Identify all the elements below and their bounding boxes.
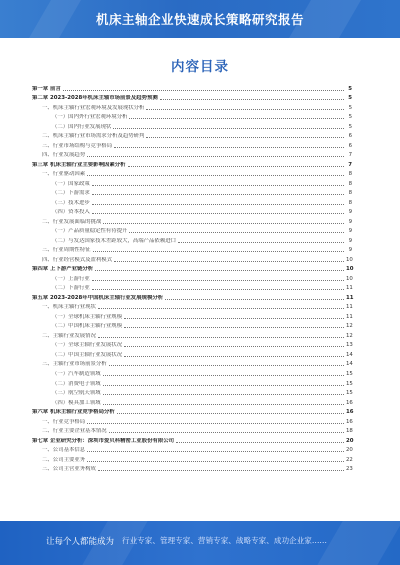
toc-leader-dots bbox=[87, 450, 344, 452]
toc-leader-dots bbox=[114, 146, 344, 148]
toc-entry[interactable] bbox=[32, 396, 352, 406]
toc-entry-text: （二）下游需求 bbox=[52, 190, 90, 197]
toc-entry[interactable] bbox=[32, 358, 352, 368]
footer-tagline: 行业专家、管理专家、营销专家、战略专家、成功企业家…… bbox=[122, 536, 328, 545]
toc-page-number: 8 bbox=[348, 171, 352, 178]
toc-heading: 内容目录 bbox=[171, 59, 229, 75]
toc-entry-text: 三、行业市场结构与竞争格局 bbox=[42, 142, 113, 149]
toc-leader-dots bbox=[92, 184, 344, 186]
toc-entry-text: 第七章 企业研究分析：深圳市爱贝科精密工业股份有限公司 bbox=[32, 437, 175, 444]
toc-entry-text: （一）国内外行业宏观环境分析 bbox=[52, 114, 128, 121]
toc-page-number: 14 bbox=[346, 351, 353, 358]
toc-entry[interactable] bbox=[32, 244, 352, 254]
toc-page-number: 10 bbox=[346, 266, 354, 273]
toc-leader-dots bbox=[160, 98, 344, 100]
toc-leader-dots bbox=[113, 127, 344, 129]
toc-leader-dots bbox=[176, 441, 344, 443]
toc-entry[interactable] bbox=[32, 225, 352, 235]
toc-entry[interactable] bbox=[32, 101, 352, 111]
toc-page-number: 5 bbox=[348, 95, 352, 102]
toc-leader-dots bbox=[124, 317, 344, 319]
toc-entry[interactable] bbox=[32, 377, 352, 387]
toc-leader-dots bbox=[63, 89, 344, 91]
toc-leader-dots bbox=[129, 231, 344, 233]
footer-slogan: 让每个人都能成为 bbox=[46, 537, 115, 547]
toc-page-number: 9 bbox=[348, 228, 352, 235]
document-title: 机床主轴企业快速成长策略研究报告 bbox=[95, 12, 304, 27]
toc-page-number: 16 bbox=[346, 418, 353, 425]
toc-entry[interactable] bbox=[32, 291, 352, 301]
toc-page-number: 15 bbox=[346, 380, 353, 387]
toc-entry[interactable] bbox=[32, 206, 352, 216]
toc-page-number: 5 bbox=[348, 85, 352, 92]
toc-entry-text: 一、机床主轴行业现状 bbox=[42, 304, 96, 311]
toc-page-number: 16 bbox=[346, 409, 354, 416]
table-of-contents bbox=[32, 82, 352, 472]
toc-entry[interactable] bbox=[32, 282, 352, 292]
toc-leader-dots bbox=[87, 422, 344, 424]
toc-leader-dots bbox=[117, 412, 344, 414]
toc-entry-text: 二、公司主要业务 bbox=[42, 456, 86, 463]
toc-leader-dots bbox=[124, 355, 344, 357]
toc-leader-dots bbox=[87, 155, 344, 157]
toc-entry-text: （三）技术进步 bbox=[52, 199, 90, 206]
toc-entry-text: （一）汽车制造领域 bbox=[52, 370, 101, 377]
toc-entry[interactable] bbox=[32, 453, 352, 463]
toc-entry-text: 一、行业竞争格局 bbox=[42, 418, 86, 425]
toc-entry[interactable] bbox=[32, 434, 352, 444]
toc-entry[interactable] bbox=[32, 339, 352, 349]
toc-page-number: 5 bbox=[348, 114, 352, 121]
toc-entry[interactable] bbox=[32, 310, 352, 320]
toc-entry[interactable] bbox=[32, 425, 352, 435]
toc-entry-text: 第三章 机床主轴行业主要影响因素分析 bbox=[32, 161, 126, 168]
toc-entry[interactable] bbox=[32, 130, 352, 140]
toc-page-number: 15 bbox=[346, 390, 353, 397]
toc-leader-dots bbox=[92, 193, 344, 195]
toc-entry[interactable] bbox=[32, 348, 352, 358]
toc-page-number: 20 bbox=[346, 447, 353, 454]
toc-page-number: 9 bbox=[348, 218, 352, 225]
toc-entry[interactable] bbox=[32, 120, 352, 130]
toc-entry-text: 第五章 2023-2028年中国机床主轴行业发展规模分析 bbox=[32, 294, 164, 301]
toc-entry[interactable] bbox=[32, 187, 352, 197]
toc-page-number: 8 bbox=[348, 190, 352, 197]
toc-entry-text: 二、机床主轴行业市场需求分析及趋势研判 bbox=[42, 133, 145, 140]
toc-page-number: 11 bbox=[346, 304, 353, 311]
toc-leader-dots bbox=[114, 260, 344, 262]
toc-entry[interactable] bbox=[32, 215, 352, 225]
toc-entry-text: 第一章 前言 bbox=[32, 85, 61, 92]
toc-leader-dots bbox=[98, 469, 344, 471]
toc-leader-dots bbox=[103, 374, 344, 376]
toc-entry-text: 四、行业经营模式及盈利模式 bbox=[42, 256, 113, 263]
toc-entry[interactable] bbox=[32, 158, 352, 168]
toc-entry-text: （二）与发达国家技术差距较大，高端产品依赖进口 bbox=[52, 237, 176, 244]
toc-entry[interactable] bbox=[32, 415, 352, 425]
toc-entry-text: （一）产品质量稳定性有待提升 bbox=[52, 228, 128, 235]
toc-page-number: 7 bbox=[348, 152, 352, 159]
toc-entry-text: （四）模具加工领域 bbox=[52, 399, 101, 406]
toc-page-number: 8 bbox=[348, 199, 352, 206]
toc-entry[interactable] bbox=[32, 92, 352, 102]
toc-leader-dots bbox=[103, 222, 344, 224]
toc-page-number: 5 bbox=[348, 104, 352, 111]
toc-entry[interactable] bbox=[32, 320, 352, 330]
toc-entry-text: 二、主轴行业发展情况 bbox=[42, 332, 96, 339]
toc-leader-dots bbox=[103, 384, 344, 386]
toc-page-number: 14 bbox=[346, 361, 353, 368]
toc-entry-text: （二）消费电子领域 bbox=[52, 380, 101, 387]
toc-entry[interactable] bbox=[32, 272, 352, 282]
toc-leader-dots bbox=[92, 279, 344, 281]
toc-entry[interactable] bbox=[32, 367, 352, 377]
toc-page-number: 16 bbox=[346, 399, 353, 406]
toc-page-number: 22 bbox=[346, 456, 353, 463]
toc-page-number: 7 bbox=[348, 161, 352, 168]
toc-page-number: 12 bbox=[346, 332, 353, 339]
toc-leader-dots bbox=[129, 117, 344, 119]
banner-stripe bbox=[317, 521, 400, 565]
toc-leader-dots bbox=[124, 345, 344, 347]
toc-entry-text: （三）航空航天领域 bbox=[52, 390, 101, 397]
toc-entry-text: 一、公司基本信息 bbox=[42, 447, 86, 454]
toc-entry[interactable] bbox=[32, 234, 352, 244]
toc-page-number: 9 bbox=[348, 247, 352, 254]
toc-entry-text: （一）上游行业 bbox=[52, 275, 90, 282]
toc-entry-text: 第二章 2023-2028年机床主轴市场前景及趋势预测 bbox=[32, 95, 158, 102]
toc-page-number: 11 bbox=[346, 294, 354, 301]
toc-entry-text: 二、行业主要企业基本情况 bbox=[42, 428, 107, 435]
bottom-banner bbox=[0, 521, 400, 565]
toc-leader-dots bbox=[109, 364, 344, 366]
toc-leader-dots bbox=[87, 174, 344, 176]
toc-entry[interactable] bbox=[32, 406, 352, 416]
toc-entry-text: （二）下游行业 bbox=[52, 285, 90, 292]
toc-entry[interactable] bbox=[32, 387, 352, 397]
toc-page-number: 20 bbox=[346, 437, 354, 444]
toc-entry-text: 三、主轴行业市场前景分析 bbox=[42, 361, 107, 368]
toc-entry-text: 第六章 机床主轴行业竞争格局分析 bbox=[32, 409, 115, 416]
toc-entry-text: （二）国内行业发展现状 bbox=[52, 123, 112, 130]
toc-entry[interactable] bbox=[32, 177, 352, 187]
toc-leader-dots bbox=[109, 431, 344, 433]
toc-entry-text: 一、机床主轴行业宏观环境及发展现状分析 bbox=[42, 104, 145, 111]
toc-leader-dots bbox=[103, 393, 344, 395]
toc-leader-dots bbox=[87, 460, 344, 462]
toc-entry-text: 三、公司主营业务构成 bbox=[42, 466, 96, 473]
toc-entry[interactable] bbox=[32, 463, 352, 473]
toc-page-number: 6 bbox=[348, 142, 352, 149]
toc-page-number: 9 bbox=[348, 209, 352, 216]
toc-leader-dots bbox=[178, 241, 344, 243]
toc-page-number: 13 bbox=[346, 342, 353, 349]
toc-entry-text: （二）中国主轴行业发展状况 bbox=[52, 351, 123, 358]
toc-entry[interactable] bbox=[32, 444, 352, 454]
toc-entry-text: （一）全球机床主轴行业规模 bbox=[52, 313, 123, 320]
toc-entry-text: 第四章 上下游产业链分析 bbox=[32, 266, 94, 273]
toc-entry[interactable] bbox=[32, 329, 352, 339]
toc-leader-dots bbox=[128, 165, 344, 167]
toc-entry[interactable] bbox=[32, 301, 352, 311]
toc-page-number: 12 bbox=[346, 323, 353, 330]
toc-leader-dots bbox=[103, 403, 344, 405]
toc-leader-dots bbox=[146, 108, 344, 110]
toc-page-number: 11 bbox=[346, 313, 353, 320]
toc-page-number: 23 bbox=[346, 466, 353, 473]
toc-page-number: 10 bbox=[346, 275, 353, 282]
toc-leader-dots bbox=[98, 307, 344, 309]
toc-page-number: 18 bbox=[346, 428, 353, 435]
toc-entry[interactable] bbox=[32, 139, 352, 149]
toc-leader-dots bbox=[92, 203, 344, 205]
toc-leader-dots bbox=[124, 326, 344, 328]
toc-entry[interactable] bbox=[32, 263, 352, 273]
toc-leader-dots bbox=[93, 250, 344, 252]
toc-leader-dots bbox=[95, 269, 344, 271]
toc-leader-dots bbox=[92, 288, 344, 290]
toc-leader-dots bbox=[146, 136, 344, 138]
toc-leader-dots bbox=[165, 298, 344, 300]
toc-page-number: 15 bbox=[346, 370, 353, 377]
toc-page-number: 9 bbox=[348, 237, 352, 244]
toc-page-number: 6 bbox=[348, 133, 352, 140]
toc-entry-text: （一）全球主轴行业发展状况 bbox=[52, 342, 123, 349]
toc-entry-text: 三、行业周期性特征 bbox=[42, 247, 91, 254]
toc-leader-dots bbox=[92, 212, 344, 214]
toc-entry[interactable] bbox=[32, 168, 352, 178]
toc-page-number: 10 bbox=[346, 256, 353, 263]
toc-page-number: 5 bbox=[348, 123, 352, 130]
toc-entry[interactable] bbox=[32, 196, 352, 206]
toc-entry[interactable] bbox=[32, 253, 352, 263]
toc-entry-text: 一、行业驱动因素 bbox=[42, 171, 86, 178]
toc-entry[interactable] bbox=[32, 82, 352, 92]
toc-entry-text: （二）中国机床主轴行业规模 bbox=[52, 323, 123, 330]
toc-entry-text: （四）资本投入 bbox=[52, 209, 90, 216]
toc-page-number: 11 bbox=[346, 285, 353, 292]
toc-entry[interactable] bbox=[32, 149, 352, 159]
toc-entry-text: 二、行业发展面临的挑战 bbox=[42, 218, 102, 225]
toc-entry-text: 四、行业发展趋势 bbox=[42, 152, 86, 159]
toc-leader-dots bbox=[98, 336, 344, 338]
top-banner bbox=[0, 0, 400, 38]
toc-page-number: 8 bbox=[348, 180, 352, 187]
toc-entry[interactable] bbox=[32, 111, 352, 121]
toc-entry-text: （一）国家政策 bbox=[52, 180, 90, 187]
